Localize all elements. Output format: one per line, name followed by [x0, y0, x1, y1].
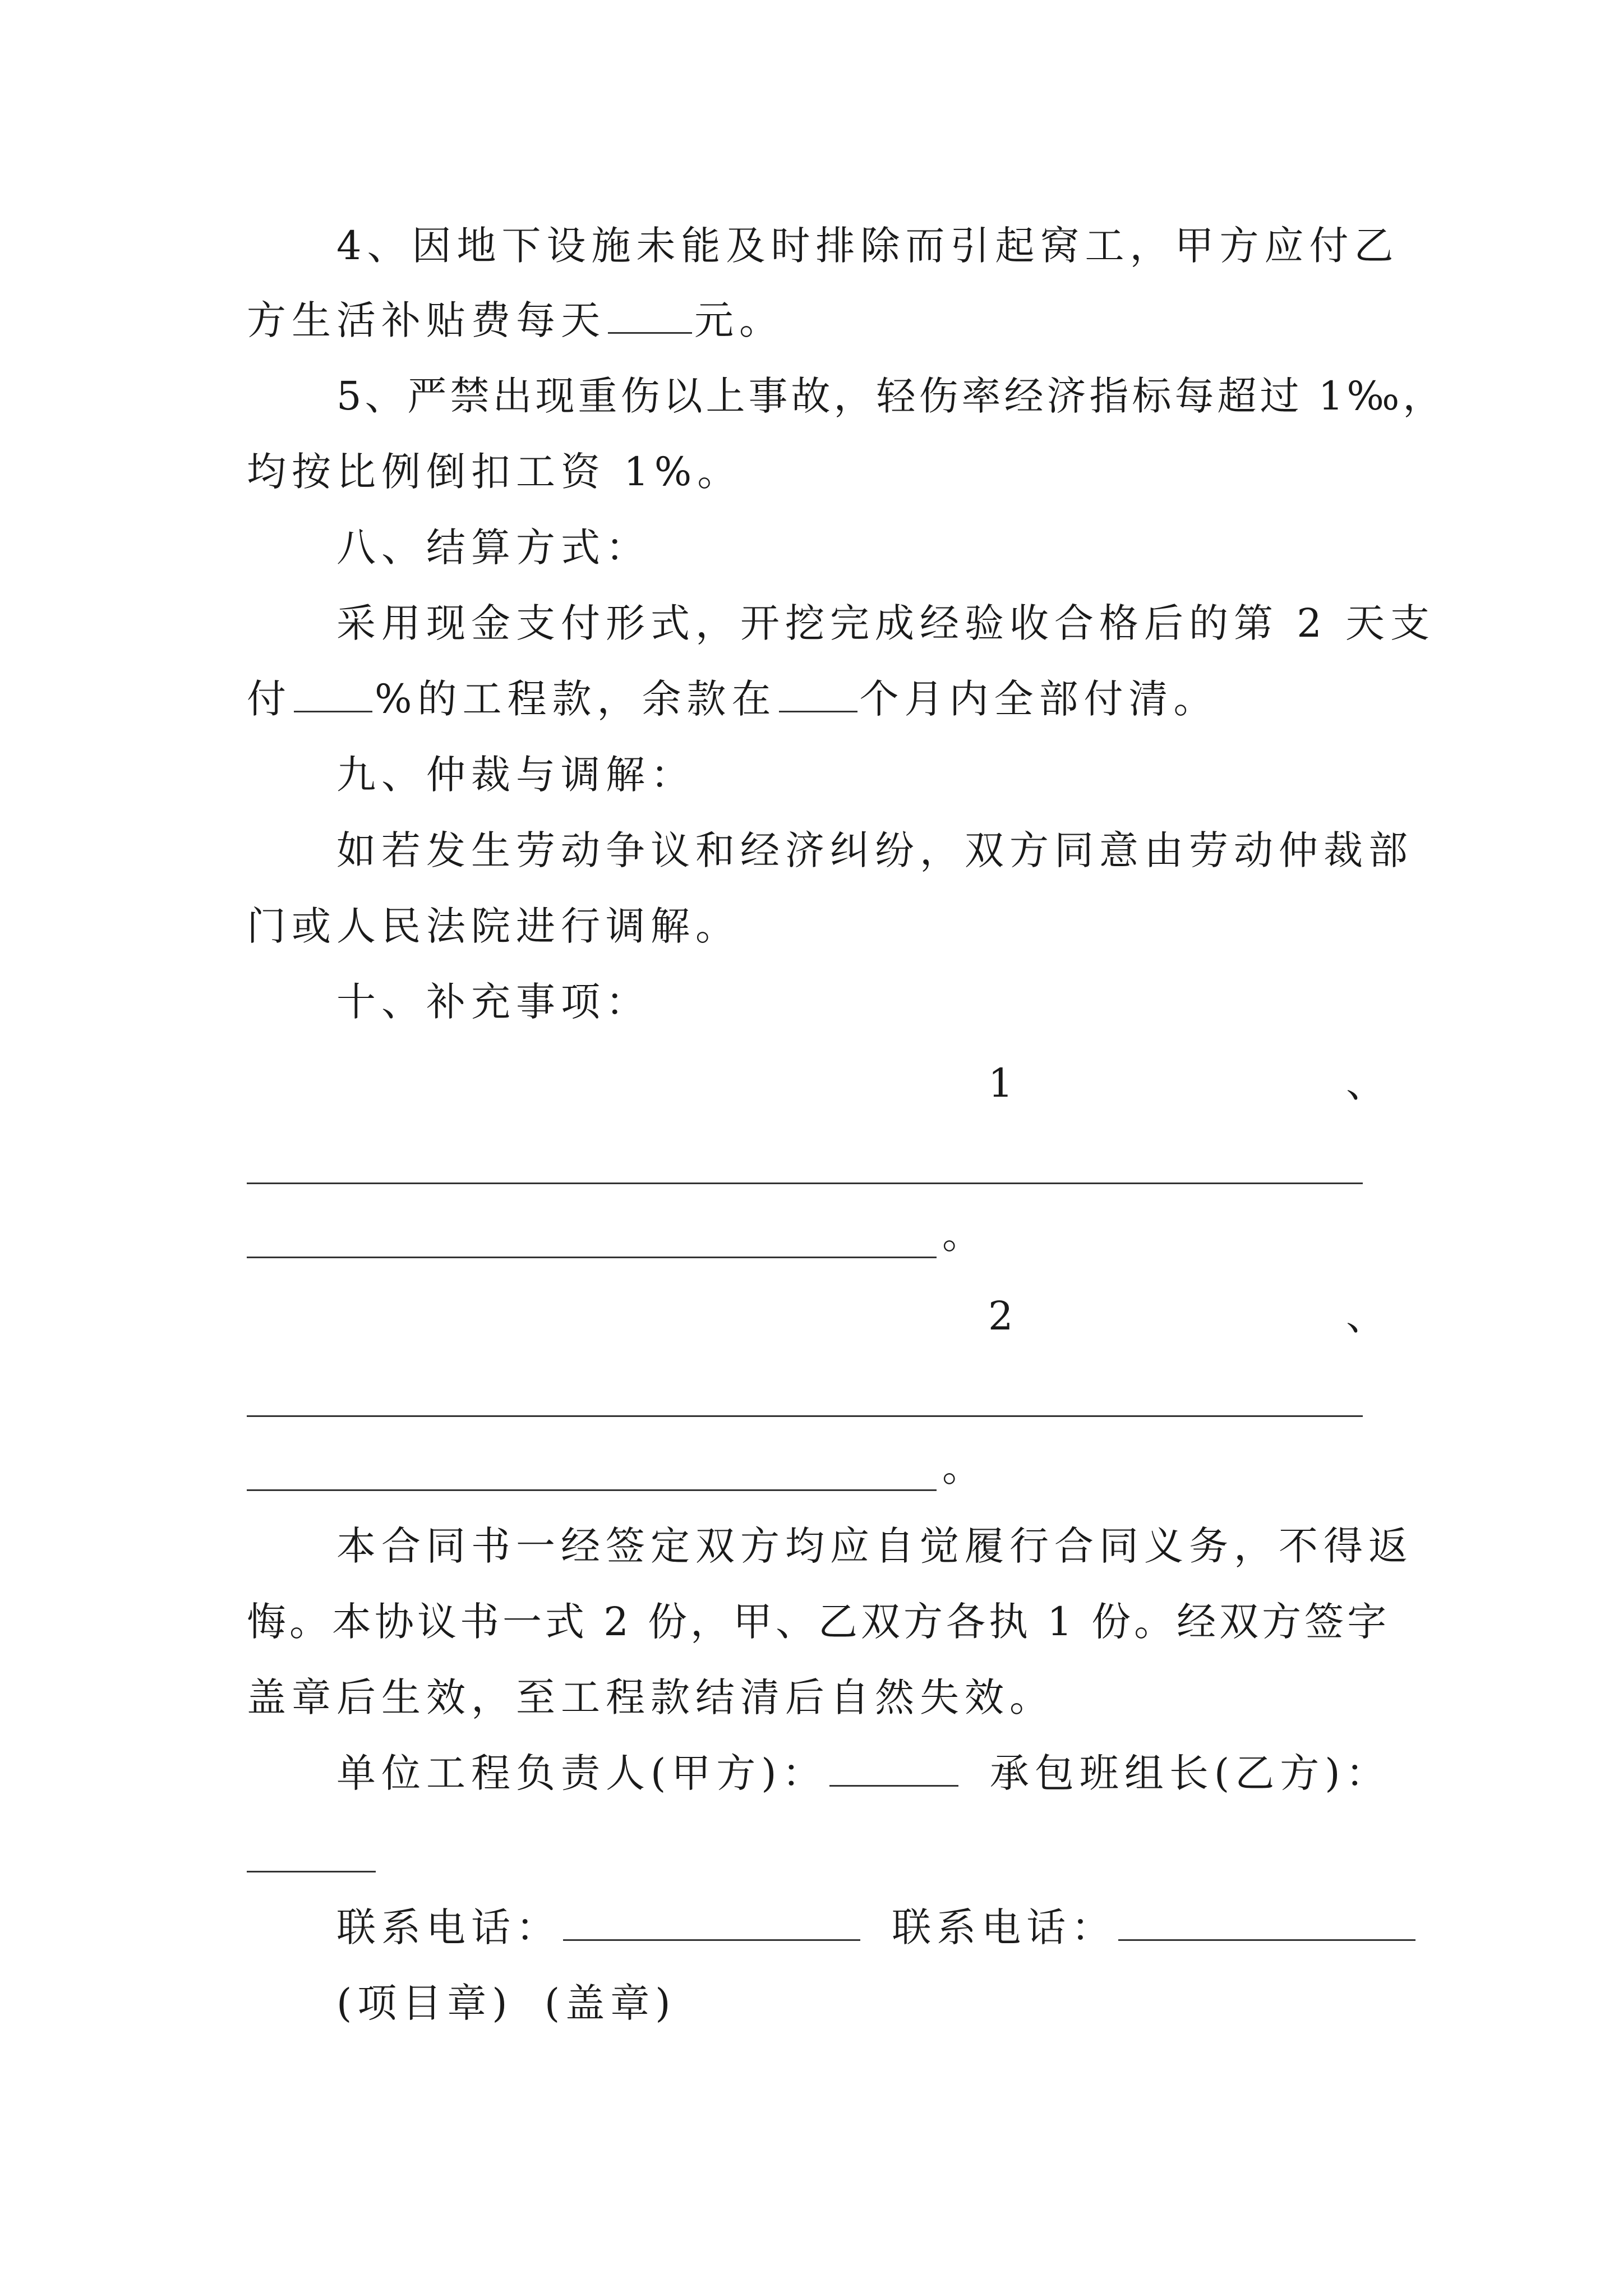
- party-a-signature-blank[interactable]: [829, 1750, 958, 1787]
- section-9-line-1: 如若发生劳动争议和经济纠纷，双方同意由劳动仲裁部: [336, 827, 1413, 873]
- phone-row: [336, 1902, 1418, 1953]
- section-8-line-2: [247, 673, 1219, 725]
- phone-label-a: 联系电话：: [336, 1904, 561, 1950]
- supplement-item-1-separator: 、: [1346, 1060, 1385, 1106]
- clause-4-end: 元。: [694, 297, 784, 343]
- project-seal-label: (项目章): [336, 1980, 513, 2026]
- stamp-label: (盖章): [544, 1980, 676, 2026]
- clause-5-line-2: 均按比例倒扣工资 1%。: [247, 449, 743, 495]
- section-8-heading: 八、结算方式：: [336, 524, 651, 570]
- supplement-item-2-separator: 、: [1346, 1293, 1385, 1339]
- closing-line-2: 悔。本协议书一式 2 份，甲、乙双方各执 1 份。经双方签字: [247, 1599, 1390, 1645]
- subsidy-amount-blank[interactable]: [608, 297, 692, 334]
- closing-line-3: 盖章后生效，至工程款结清后自然失效。: [247, 1674, 1054, 1720]
- supplement-item-2-line-1[interactable]: [247, 1415, 1363, 1417]
- supplement-item-1-number: 1: [988, 1060, 1013, 1106]
- supplement-item-1-end: 。: [942, 1212, 981, 1258]
- phone-b-blank[interactable]: [1118, 1904, 1415, 1941]
- party-a-label: 单位工程负责人(甲方)：: [336, 1750, 827, 1796]
- section-10-heading: 十、补充事项：: [336, 979, 651, 1025]
- clause-4-line-1: 4、因地下设施未能及时排除而引起窝工，甲方应付乙: [336, 223, 1399, 269]
- clause-5-line-1: 5、严禁出现重伤以上事故，轻伤率经济指标每超过 1‰，: [336, 373, 1446, 419]
- supplement-item-1-line-2[interactable]: [247, 1257, 937, 1258]
- section-8-end-text: 个月内全部付清。: [859, 676, 1219, 722]
- section-9-line-2: 门或人民法院进行调解。: [247, 903, 740, 949]
- seal-row: [336, 1977, 676, 2029]
- signature-row: [336, 1747, 1391, 1799]
- phone-a-blank[interactable]: [563, 1904, 860, 1941]
- section-8-mid-text: %的工程款，余款在: [375, 676, 777, 722]
- clause-4-line-2: [247, 295, 784, 346]
- payment-percent-blank[interactable]: [294, 676, 372, 712]
- party-b-signature-blank[interactable]: [247, 1871, 376, 1872]
- supplement-item-2-end: 。: [942, 1444, 981, 1490]
- clause-4-text: 方生活补贴费每天: [247, 297, 606, 343]
- supplement-item-2-number: 2: [988, 1293, 1013, 1339]
- section-8-line-1: 采用现金支付形式，开挖完成经验收合格后的第 2 天支: [336, 600, 1436, 646]
- supplement-item-1-line-1[interactable]: [247, 1182, 1363, 1184]
- section-8-pay-text: 付: [247, 676, 292, 722]
- closing-line-1: 本合同书一经签定双方均应自觉履行合同义务，不得返: [336, 1523, 1413, 1569]
- payment-months-blank[interactable]: [779, 676, 857, 712]
- supplement-item-2-line-2[interactable]: [247, 1489, 937, 1491]
- section-9-heading: 九、仲裁与调解：: [336, 752, 695, 798]
- party-b-label: 承包班组长(乙方)：: [989, 1750, 1391, 1796]
- phone-label-b: 联系电话：: [892, 1904, 1117, 1950]
